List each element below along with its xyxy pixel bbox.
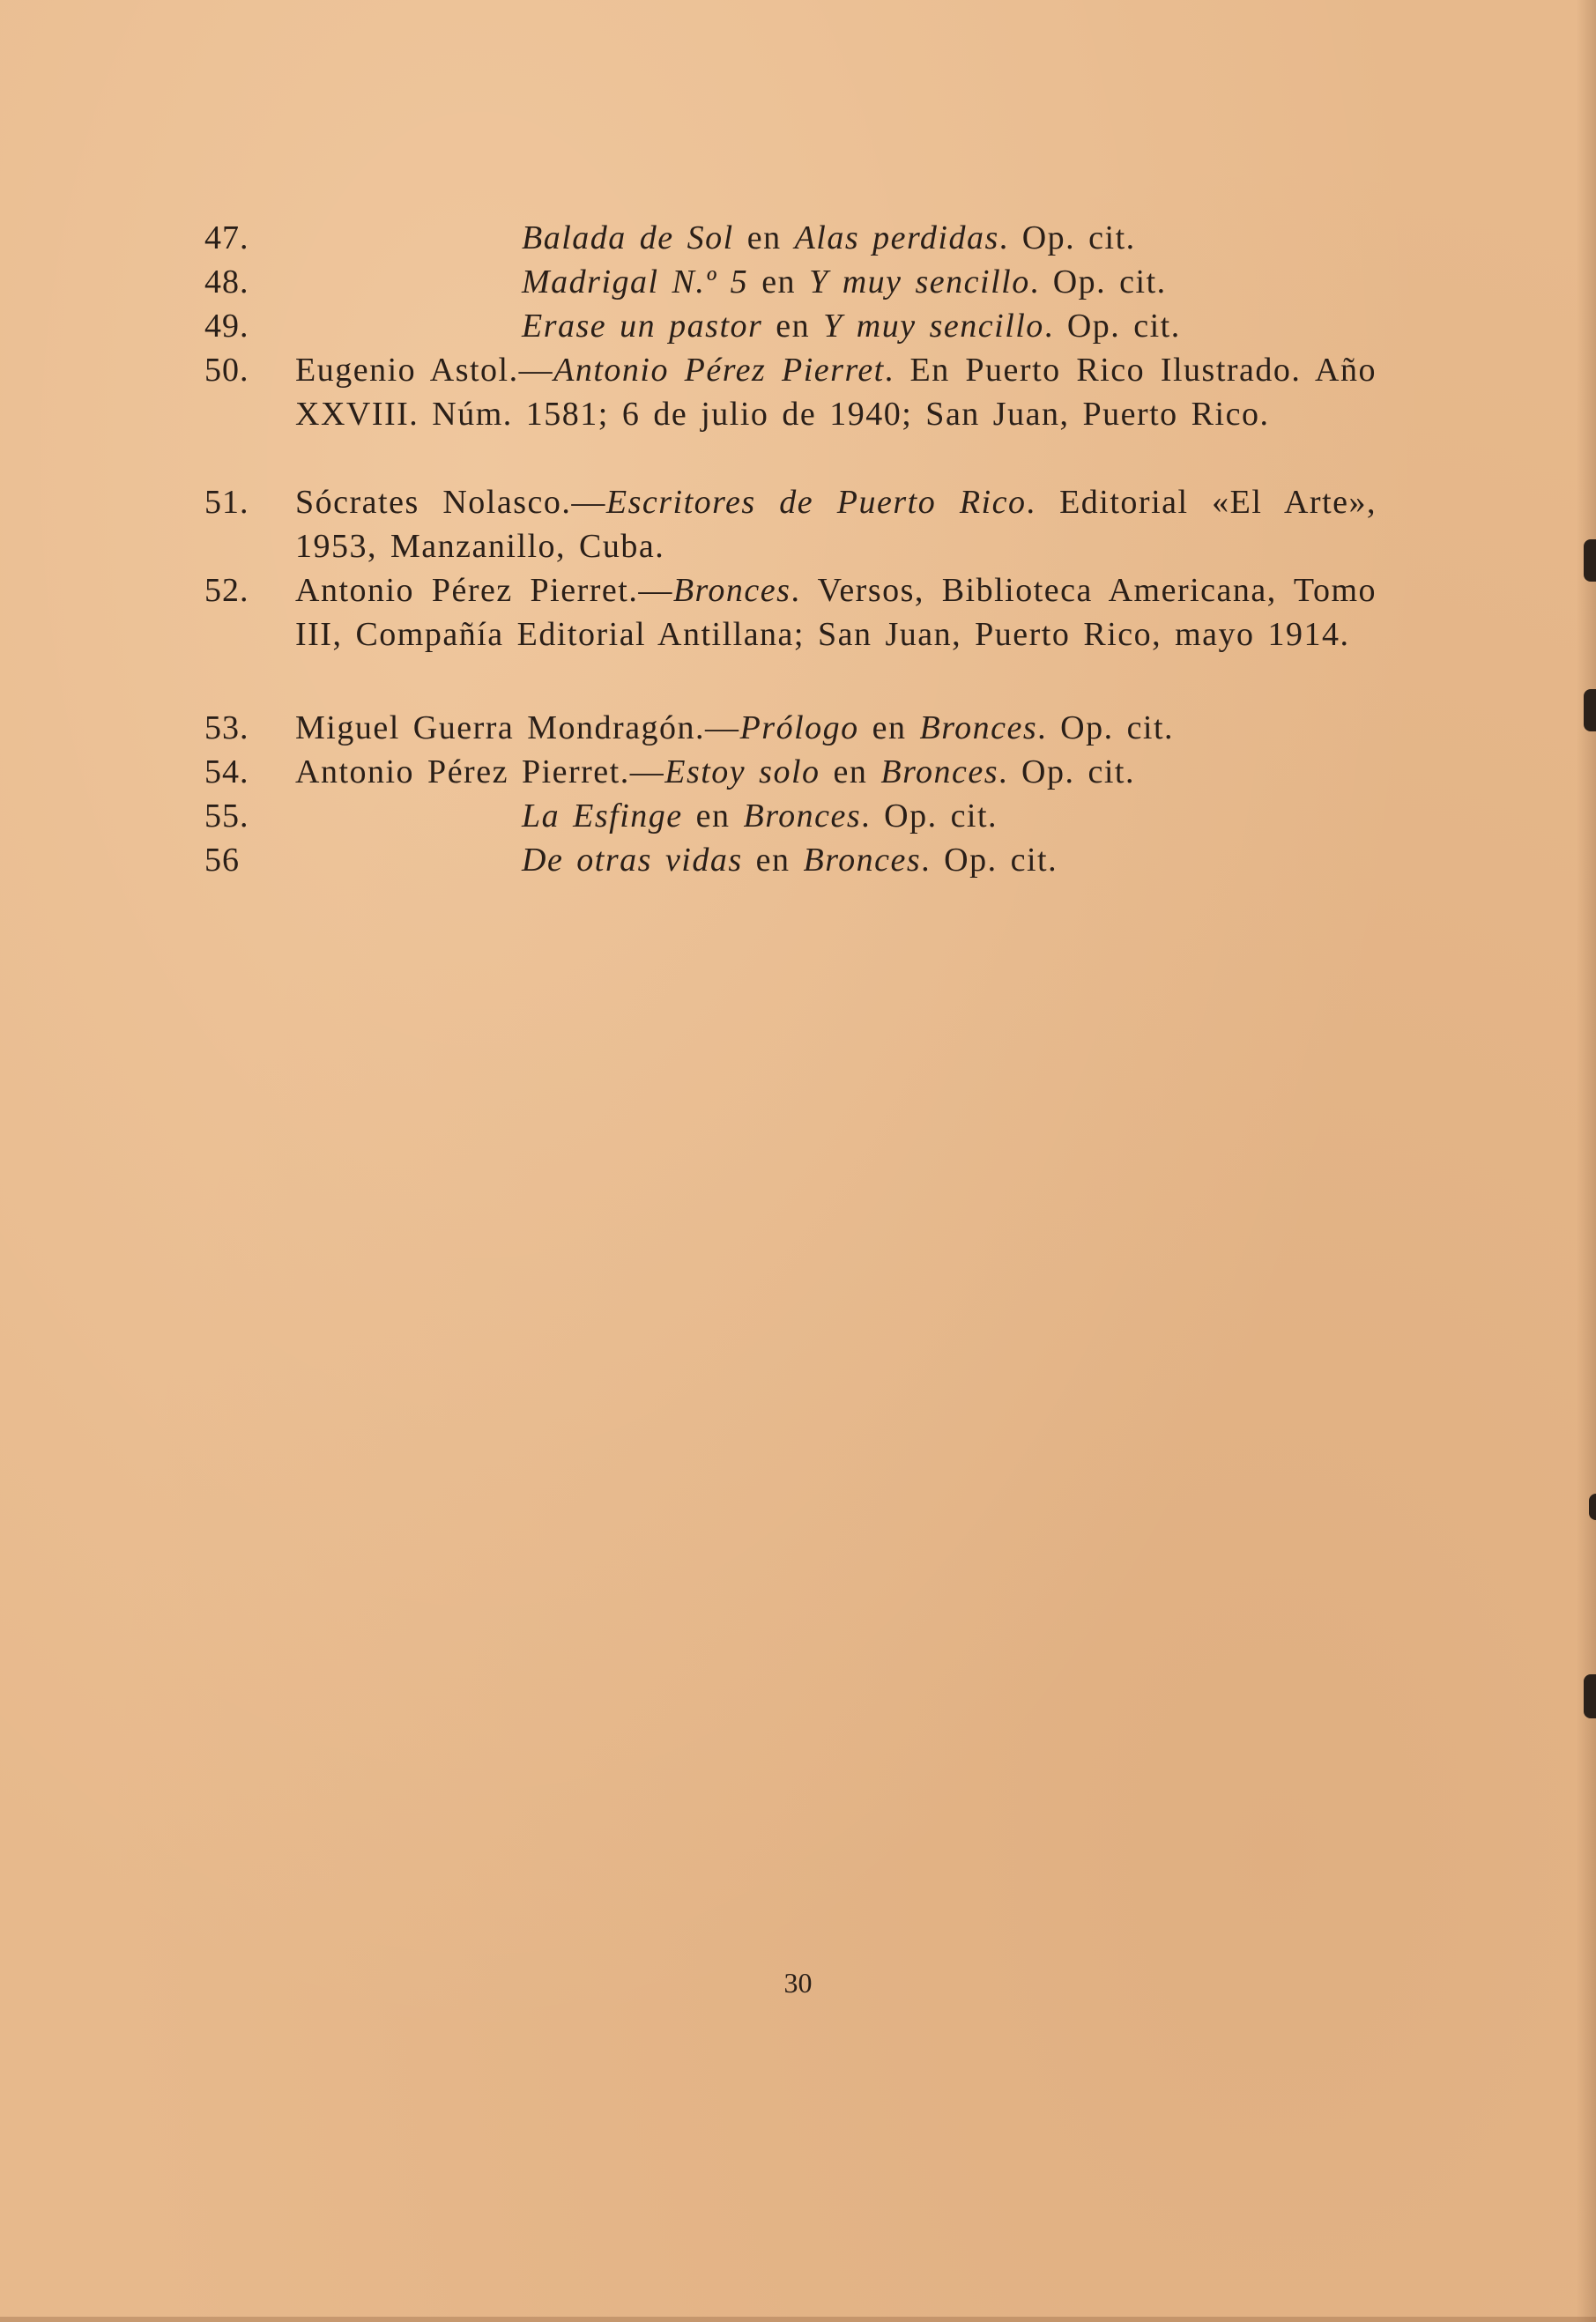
note-title: Madrigal N.º 5 xyxy=(522,263,749,300)
note-title: Balada de Sol xyxy=(522,219,734,256)
note-number: 49. xyxy=(204,308,249,345)
note-tail: . Op. cit. xyxy=(1037,709,1175,746)
note-text xyxy=(295,568,1377,657)
note-text xyxy=(522,838,1377,882)
binding-hole xyxy=(1584,689,1596,731)
note-tail: . Op. cit. xyxy=(1029,263,1167,300)
note-rest: en xyxy=(682,797,744,835)
note-number: 54. xyxy=(204,753,249,790)
note-rest: en xyxy=(820,753,881,790)
note-text xyxy=(295,348,1377,436)
note-rest: en xyxy=(762,308,824,345)
note-number: 52. xyxy=(204,572,249,609)
note-text xyxy=(295,706,1377,750)
note-rest: en xyxy=(733,219,795,256)
note-author: Eugenio Astol.— xyxy=(295,352,554,389)
note-number: 56 xyxy=(204,842,240,879)
note-title: Prólogo xyxy=(739,709,859,746)
note-source: Bronces xyxy=(743,797,862,835)
note-source: Alas perdidas xyxy=(794,219,999,256)
note-tail: . Op. cit. xyxy=(1043,308,1181,345)
note-text xyxy=(522,794,1377,838)
note-source: Y muy sencillo xyxy=(823,308,1044,345)
note-title: Erase un pastor xyxy=(522,308,763,345)
note-title: Estoy solo xyxy=(664,753,820,790)
note-title: Antonio Pérez Pierret xyxy=(553,352,885,389)
note-number: 53. xyxy=(204,709,249,746)
page-edge-shadow xyxy=(1577,0,1596,2322)
note-rest: . En Puerto Rico Ilustrado. Año XXVIII. Núm. 1581; 6 de julio de 1940; San Juan, Puerto Rico. xyxy=(295,352,1377,433)
note-tail: . Op. cit. xyxy=(921,842,1058,879)
note-tail: . Op. cit. xyxy=(861,797,998,835)
note-number: 50. xyxy=(204,352,249,389)
note-source: Y muy sencillo xyxy=(809,263,1030,300)
note-text xyxy=(522,216,1377,260)
note-number: 47. xyxy=(204,219,249,256)
note-title: Bronces xyxy=(672,572,791,609)
note-source: Bronces xyxy=(919,709,1038,746)
note-number: 48. xyxy=(204,263,249,300)
note-source: Bronces xyxy=(880,753,999,790)
page-bottom-edge xyxy=(0,2317,1596,2322)
binding-hole xyxy=(1589,1494,1596,1520)
note-rest: en xyxy=(748,263,810,300)
note-rest: . Versos, Biblioteca Americana, Tomo III, Compañía Editorial Antillana; San Juan, Puerto Rico, mayo 1914. xyxy=(295,572,1377,653)
note-text xyxy=(295,750,1377,794)
note-source: Bronces xyxy=(803,842,922,879)
note-rest: en xyxy=(742,842,804,879)
note-tail: . Op. cit. xyxy=(998,753,1135,790)
note-number: 55. xyxy=(204,797,249,835)
note-number: 51. xyxy=(204,484,249,521)
binding-hole xyxy=(1584,539,1596,582)
note-author: Sócrates Nolasco.— xyxy=(295,484,606,521)
note-text xyxy=(522,260,1377,304)
note-rest: . Editorial «El Arte», 1953, Manzanillo, Cuba. xyxy=(295,484,1377,565)
note-title: Escritores de Puerto Rico xyxy=(605,484,1027,521)
note-rest: en xyxy=(858,709,920,746)
page-number: 30 xyxy=(783,1967,813,1999)
note-title: De otras vidas xyxy=(522,842,743,879)
note-author: Antonio Pérez Pierret.— xyxy=(295,572,673,609)
note-text xyxy=(522,304,1377,348)
binding-hole xyxy=(1584,1674,1596,1718)
note-author: Antonio Pérez Pierret.— xyxy=(295,753,665,790)
note-text xyxy=(295,480,1377,568)
note-tail: . Op. cit. xyxy=(998,219,1136,256)
note-author: Miguel Guerra Mondragón.— xyxy=(295,709,740,746)
note-title: La Esfinge xyxy=(522,797,683,835)
